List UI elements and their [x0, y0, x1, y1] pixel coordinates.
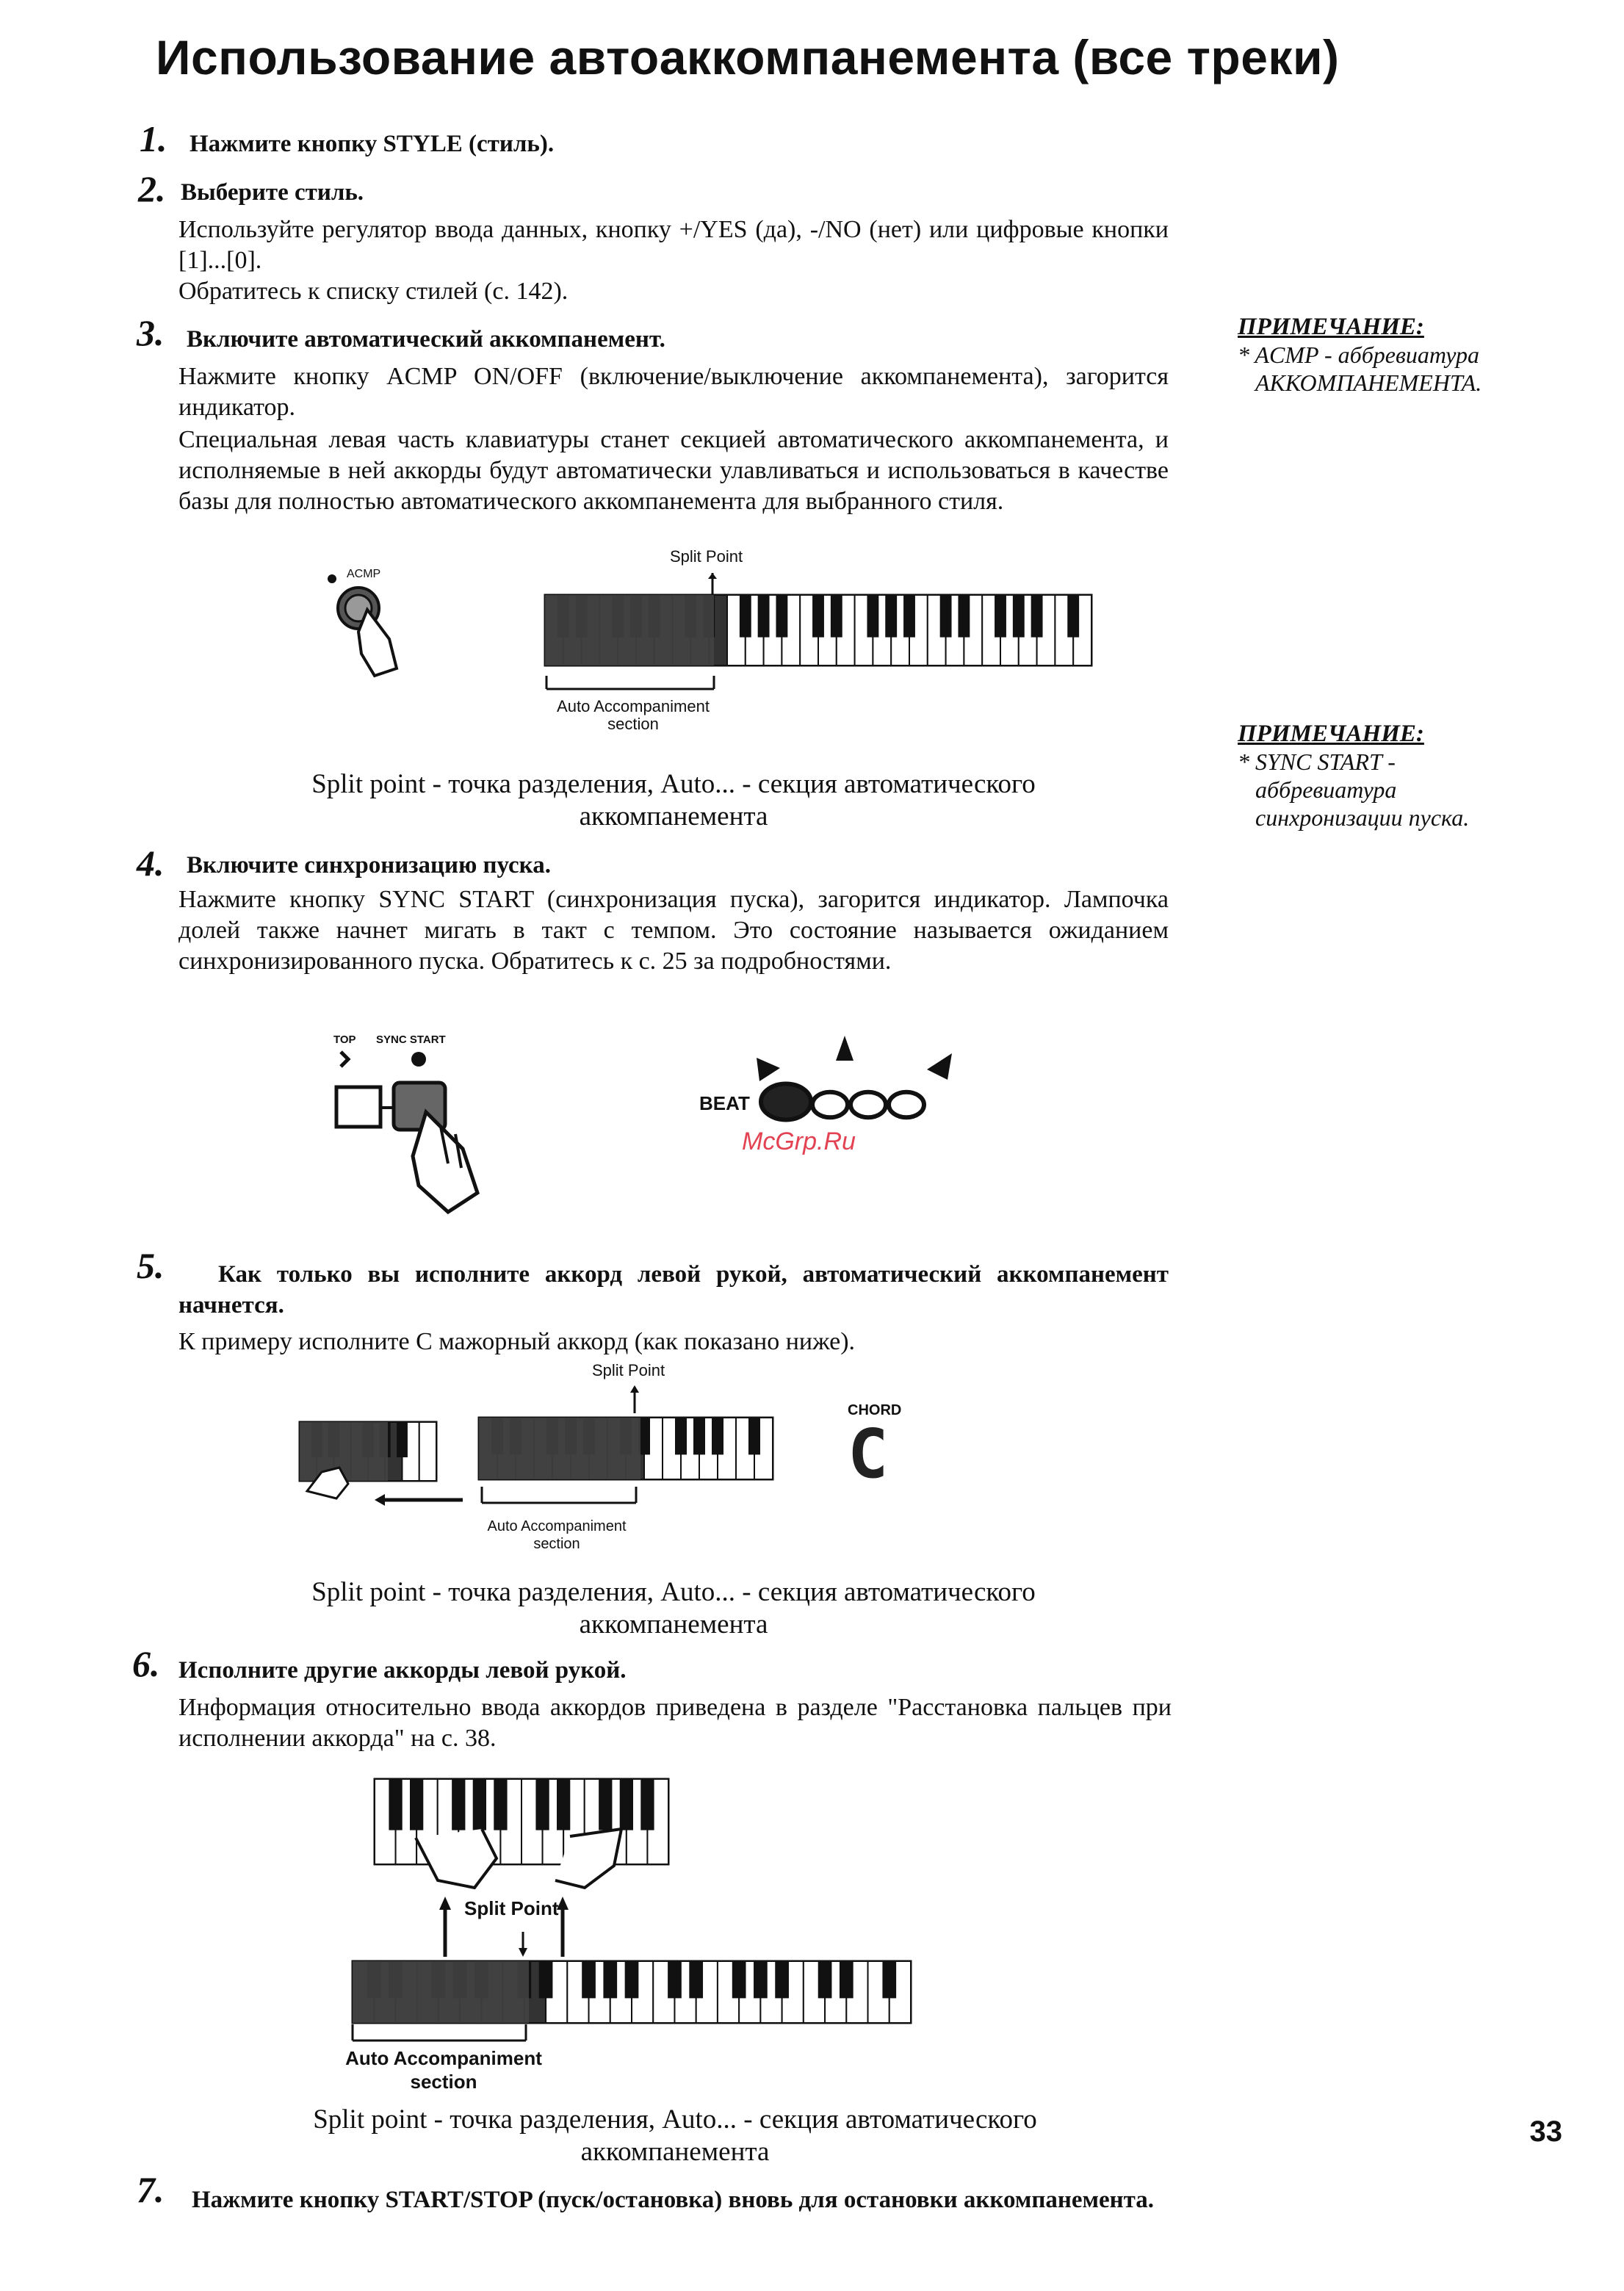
sync-start-button-illustration	[331, 1046, 522, 1222]
keyboard-1-keys	[545, 595, 1091, 665]
beat-lamp	[812, 1092, 848, 1118]
step-3-number: 3.	[137, 312, 165, 353]
step-5-title: Как только вы исполните аккорд левой рукой, автоматический аккомпанемент начнется.	[178, 1261, 1169, 1318]
black-key	[693, 1418, 705, 1454]
step-3-caption	[178, 768, 1169, 833]
black-key	[452, 1779, 465, 1830]
black-key	[1067, 595, 1079, 638]
black-key	[831, 595, 842, 638]
accompaniment-section-shading	[545, 595, 714, 665]
black-key	[473, 1779, 486, 1830]
page-title: Использование автоаккомпанемента (все треки)	[156, 30, 1340, 84]
beat-lamp	[851, 1092, 886, 1118]
step-6-title: Исполните другие аккорды левой рукой.	[178, 1657, 627, 1684]
step-7-number: 7.	[137, 2169, 165, 2210]
black-key	[539, 1961, 553, 1998]
note-heading: ПРИМЕЧАНИЕ:	[1238, 721, 1424, 747]
keyboard-3-upper-keys	[375, 1779, 668, 1864]
note-heading: ПРИМЕЧАНИЕ:	[1238, 314, 1424, 340]
auto-accompaniment-label-3	[326, 2046, 561, 2093]
keyboard-2-left-keys	[300, 1422, 436, 1481]
section-label-line-1: Auto Accompaniment	[487, 1518, 627, 1534]
black-key	[494, 1779, 507, 1830]
step-4-body: Нажмите кнопку SYNC START (синхронизация пуска), загорится индикатор. Лампочка долей также начнет мигать в такт с темпом. Это состояние называется ожиданием синхронизированного пуска. Обратитесь к с. 25 за подробностями.	[178, 886, 1169, 975]
black-key	[397, 1422, 408, 1457]
black-key	[740, 595, 751, 638]
black-key	[557, 1779, 570, 1830]
step-2-number: 2.	[138, 168, 166, 209]
split-point-label-2: Split Point	[592, 1361, 665, 1379]
keyboard-2-right-keys	[479, 1418, 773, 1479]
black-key	[775, 1961, 789, 1998]
caption-line-1: Split point - точка разделения, Auto... - секция автоматического	[313, 2104, 1037, 2135]
accompaniment-section-shading	[300, 1422, 388, 1481]
note-line: АККОМПАНЕМЕНТА.	[1255, 369, 1482, 396]
black-key	[754, 1961, 768, 1998]
section-label-line-2: section	[533, 1536, 580, 1552]
black-key	[668, 1961, 682, 1998]
note-line: * ACMP - аббревиатура	[1238, 342, 1479, 368]
acmp-button-label: ACMP	[347, 568, 381, 580]
black-key	[640, 1779, 654, 1830]
keyboard-diagram-3	[350, 1778, 923, 2027]
auto-accompaniment-label-2	[461, 1518, 652, 1553]
black-key	[620, 1779, 633, 1830]
beat-lamp	[761, 1084, 811, 1120]
black-key	[885, 595, 897, 638]
black-key	[689, 1961, 703, 1998]
accompaniment-section-shading	[479, 1418, 640, 1479]
black-key	[758, 595, 770, 638]
note-acmp	[1238, 313, 1482, 397]
beat-lamp	[889, 1092, 924, 1118]
acmp-button-illustration	[316, 566, 433, 683]
black-key	[812, 595, 824, 638]
accompaniment-section-shading	[353, 1961, 529, 2023]
caption-line-2: аккомпанемента	[579, 801, 768, 831]
caption-line-1: Split point - точка разделения, Auto... - секция автоматического	[311, 769, 1036, 799]
stop-button-label: TOP	[333, 1033, 356, 1046]
caption-line-1: Split point - точка разделения, Auto... - секция автоматического	[311, 1577, 1036, 1607]
step-3-body: Нажмите кнопку ACMP ON/OFF (включение/выключение аккомпанемента), загорится индикатор.	[178, 363, 1169, 421]
step-6-number: 6.	[132, 1643, 160, 1684]
sync-start-label: SYNC START	[376, 1033, 446, 1046]
section-label-line-2: section	[607, 715, 659, 733]
step-2-body: Используйте регулятор ввода данных, кнопку +/YES (да), -/NO (нет) или цифровые кнопки [1]...[0].	[178, 216, 1169, 274]
auto-accompaniment-label-1	[538, 698, 729, 733]
caption-line-2: аккомпанемента	[580, 2137, 770, 2167]
caption-line-2: аккомпанемента	[579, 1609, 768, 1639]
black-key	[599, 1779, 612, 1830]
step-4-number: 4.	[137, 843, 165, 884]
split-point-label-3: Split Point	[464, 1897, 559, 1919]
black-key	[840, 1961, 853, 1998]
black-key	[867, 595, 878, 638]
page-number: 33	[1529, 2115, 1562, 2148]
note-line: * SYNC START -	[1238, 748, 1396, 775]
black-key	[389, 1779, 402, 1830]
step-2-body-ref: Обратитесь к списку стилей (с. 142).	[178, 278, 569, 305]
note-line: синхронизации пуска.	[1255, 804, 1470, 831]
step-1-number: 1.	[140, 118, 167, 159]
chord-display-label: CHORD	[848, 1402, 902, 1418]
step-5-caption	[178, 1576, 1169, 1641]
step-1-title: Нажмите кнопку STYLE (стиль).	[190, 131, 555, 157]
step-5-number: 5.	[137, 1245, 165, 1286]
black-key	[732, 1961, 746, 1998]
section-label-line-1: Auto Accompaniment	[557, 697, 710, 715]
note-line: аббревиатура	[1255, 776, 1397, 803]
chord-display-value: C	[848, 1415, 889, 1493]
beat-label: BEAT	[699, 1092, 750, 1114]
note-sync-start	[1238, 720, 1469, 831]
section-label-line-1: Auto Accompaniment	[345, 2047, 542, 2069]
step-6-body: Информация относительно ввода аккордов приведена в разделе "Расстановка пальцев при исполнении аккорда" на с. 38.	[178, 1694, 1172, 1752]
black-key	[625, 1961, 639, 1998]
black-key	[1031, 595, 1043, 638]
section-label-line-2: section	[410, 2071, 477, 2093]
beat-lamps	[761, 1084, 924, 1120]
black-key	[882, 1961, 896, 1998]
step-6-caption	[178, 2104, 1172, 2168]
black-key	[818, 1961, 832, 1998]
section-bracket-3	[350, 2024, 541, 2046]
black-key	[940, 595, 952, 638]
keyboard-3-lower-keys	[353, 1961, 911, 2023]
black-key	[776, 595, 787, 638]
keyboard-diagram-2	[297, 1381, 796, 1528]
black-key	[748, 1418, 760, 1454]
black-key	[675, 1418, 687, 1454]
step-5-body: К примеру исполните С мажорный аккорд (как показано ниже).	[178, 1328, 856, 1355]
black-key	[410, 1779, 423, 1830]
split-point-label-1: Split Point	[670, 547, 743, 566]
black-key	[995, 595, 1006, 638]
step-2-title: Выберите стиль.	[181, 179, 364, 206]
black-key	[958, 595, 970, 638]
watermark: McGrp.Ru	[742, 1128, 856, 1155]
step-3-title: Включите автоматический аккомпанемент.	[187, 326, 665, 353]
black-key	[535, 1779, 549, 1830]
step-7-title: Нажмите кнопку START/STOP (пуск/остановка) вновь для остановки аккомпанемента.	[192, 2187, 1155, 2213]
step-4-title: Включите синхронизацию пуска.	[187, 852, 551, 878]
black-key	[582, 1961, 596, 1998]
black-key	[903, 595, 915, 638]
black-key	[1013, 595, 1025, 638]
step-3-body-detail: Специальная левая часть клавиатуры станет секцией автоматического аккомпанемента, и исполняемые в ней аккорды будут автоматически улавливаться и использоваться в качестве базы для полностью автоматического аккомпанемента для выбранного стиля.	[178, 426, 1169, 515]
black-key	[603, 1961, 617, 1998]
black-key	[712, 1418, 723, 1454]
white-key	[419, 1422, 436, 1481]
